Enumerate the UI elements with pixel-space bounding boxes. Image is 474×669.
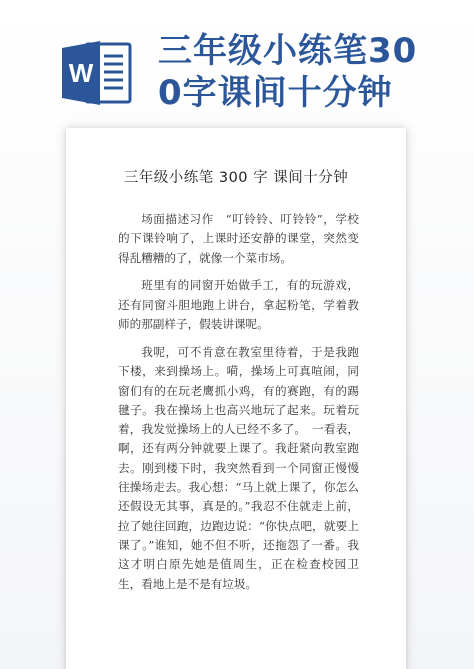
paragraph: 班里有的同窗开始做手工，有的玩游戏，还有同窗斗胆地跑上讲台，拿起粉笔，学着教师的那副样子，假装讲课呢。 bbox=[118, 278, 359, 332]
word-document-icon bbox=[60, 38, 134, 108]
svg-text:W: W bbox=[68, 58, 94, 88]
document-page bbox=[66, 128, 406, 669]
paragraph: 场面描述习作 “叮铃铃、叮铃铃”，学校的下课铃响了，上课时还安静的课堂，突然变得乱糟糟的了，就像一个菜市场。 bbox=[118, 212, 359, 265]
document-body bbox=[118, 210, 359, 602]
header-banner bbox=[0, 0, 474, 120]
paragraph: 我呢，可不肯意在教室里待着，于是我跑下楼，来到操场上。嗬，操场上可真喧闹，同窗们有的在玩老鹰抓小鸡，有的赛跑，有的踢毽子。我在操场上也高兴地玩了起来。玩着玩着，我发觉操场上的人已经不多了。 一看表，啊，还有两分钟就要上课了。我赶紧向教室跑去。刚到楼下时，我突然看到一个同窗正慢慢往操场走去。我心想：“马上就上课了，你怎么还假设无其事，真是的。”我忍不住就走上前，拉了她往回跑，边跑边说：“你快点吧，就要上课了。”谁知，她不但不听，还拖怨了一番。我这才明白原先她是值周生，正在检查校园卫生，看地上是不是有垃圾。 bbox=[118, 344, 359, 591]
document-title: 三年级小练笔 300 字 课间十分钟 bbox=[123, 170, 349, 186]
banner-title: 三年级小练笔300字课间十分钟 bbox=[158, 31, 418, 113]
